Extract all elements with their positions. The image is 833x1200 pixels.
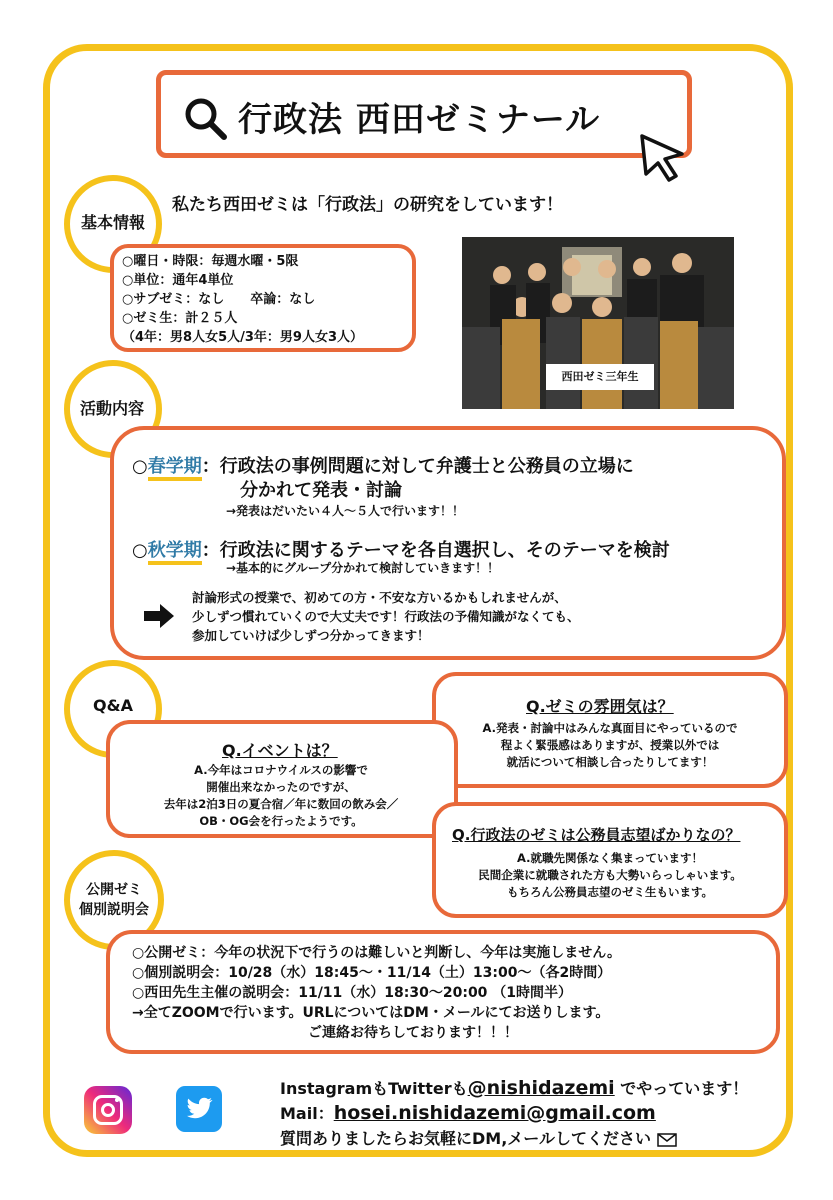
qa-answer-line: 去年は2泊3日の夏合宿／年に数回の飲み会／ <box>163 797 399 811</box>
qa-answer-career <box>450 850 770 901</box>
qa-answer-events <box>116 762 446 830</box>
basic-info-line: （4年：男8人女5人/3年：男9人女3人） <box>122 330 364 345</box>
section-label-open-line: 公開ゼミ <box>86 882 142 898</box>
footer-line-mail <box>280 1101 656 1124</box>
autumn-text: ：行政法に関するテーマを各自選択し、そのテーマを検討 <box>201 540 670 561</box>
qa-question-career: Q.行政法のゼミは公務員志望ばかりなの？ <box>452 826 741 844</box>
qa-answer-line: OB・OG会を行ったようです。 <box>199 814 363 828</box>
cursor-icon <box>638 132 688 182</box>
basic-info-line: ○サブゼミ：なし 卒論：なし <box>122 292 316 307</box>
open-seminar-line: ○公開ゼミ：今年の状況下で行うのは難しいと判断し、今年は実施しません。 <box>132 945 622 961</box>
page-title: 行政法 西田ゼミナール <box>238 100 601 140</box>
spring-line-2: 分かれて発表・討論 <box>240 480 402 501</box>
open-seminar-line: ○個別説明会：10/28（水）18:45～・11/14（土）13:00～（各2時間） <box>132 965 612 981</box>
footer-sns-text: でやっています！ <box>614 1079 749 1098</box>
activity-note-line: 少しずつ慣れていくので大丈夫です！行政法の予備知識がなくても、 <box>192 609 580 624</box>
open-seminar-line: ○西田先生主催の説明会：11/11（水）18:30～20:00 （1時間半） <box>132 985 573 1001</box>
intro-text: 私たち西田ゼミは「行政法」の研究をしています！ <box>172 195 563 215</box>
activity-note <box>192 588 580 645</box>
mail-icon <box>657 1133 677 1147</box>
qa-answer-line: 程よく緊張感はありますが、授業以外では <box>500 738 720 752</box>
spring-text: ：行政法の事例問題に対して弁護士と公務員の立場に <box>201 456 634 477</box>
sns-handle-link[interactable]: @nishidazemi <box>467 1077 615 1099</box>
mail-link[interactable]: hosei.nishidazemi@gmail.com <box>333 1102 656 1124</box>
footer-sns-text: InstagramもTwitterも <box>280 1079 468 1098</box>
spring-note: →発表はだいたい４人～５人で行います！！ <box>226 504 465 518</box>
qa-answer-line: A.今年はコロナウイルスの影響で <box>194 763 368 777</box>
section-label-open-line: 個別説明会 <box>79 902 149 918</box>
mail-label: Mail： <box>280 1104 334 1123</box>
qa-question-events: Q.イベントは？ <box>222 741 338 760</box>
qa-answer-line: 就活について相談し合ったりしてます！ <box>506 755 714 769</box>
activity-note-line: 討論形式の授業で、初めての方・不安な方いるかもしれませんが、 <box>192 590 567 605</box>
basic-info-list <box>122 252 363 347</box>
footer-contact-text: 質問ありましたらお気軽にDM,メールしてください <box>280 1129 651 1148</box>
section-label-basic: 基本情報 <box>80 213 145 232</box>
qa-answer-line: 民間企業に就職された方も大勢いらっしゃいます。 <box>478 868 742 882</box>
spring-term: 春学期 <box>148 456 202 481</box>
qa-answer-atmosphere <box>450 720 770 771</box>
qa-answer-line: 開催出来なかったのですが、 <box>206 780 356 794</box>
section-label-open <box>58 880 170 920</box>
section-label-qa: Q&A <box>93 696 133 715</box>
autumn-note: →基本的にグループ分かれて検討していきます！！ <box>226 561 500 575</box>
basic-info-line: ○ゼミ生：計２５人 <box>122 311 238 326</box>
instagram-icon[interactable] <box>84 1086 132 1134</box>
activity-note-line: 参加していけば少しずつ分かってきます！ <box>192 628 430 643</box>
qa-answer-line: もちろん公務員志望のゼミ生もいます。 <box>506 885 714 899</box>
qa-answer-line: A.発表・討論中はみんな真面目にやっているので <box>482 721 738 735</box>
qa-question-atmosphere: Q.ゼミの雰囲気は？ <box>526 697 674 716</box>
footer-line-contact <box>280 1126 677 1149</box>
qa-answer-line: A.就職先関係なく集まっています！ <box>517 851 703 865</box>
open-seminar-line: →全てZOOMで行います。URLについてはDM・メールにてお送りします。 <box>132 1005 610 1021</box>
photo-caption: 西田ゼミ三年生 <box>546 364 654 390</box>
footer-line-sns <box>280 1076 748 1099</box>
autumn-prefix: ○ <box>132 540 148 561</box>
basic-info-line: ○曜日・時限：毎週水曜・5限 <box>122 254 299 269</box>
search-icon <box>182 95 230 143</box>
basic-info-line: ○単位：通年4単位 <box>122 273 234 288</box>
section-label-activity: 活動内容 <box>79 399 144 418</box>
spring-line <box>132 452 634 478</box>
open-seminar-line: ご連絡お待ちしております！！！ <box>308 1025 518 1041</box>
autumn-term: 秋学期 <box>148 540 202 565</box>
twitter-icon[interactable] <box>176 1086 222 1132</box>
open-seminar-text <box>132 943 621 1043</box>
arrow-right-icon <box>144 604 174 628</box>
spring-prefix: ○ <box>132 456 148 477</box>
